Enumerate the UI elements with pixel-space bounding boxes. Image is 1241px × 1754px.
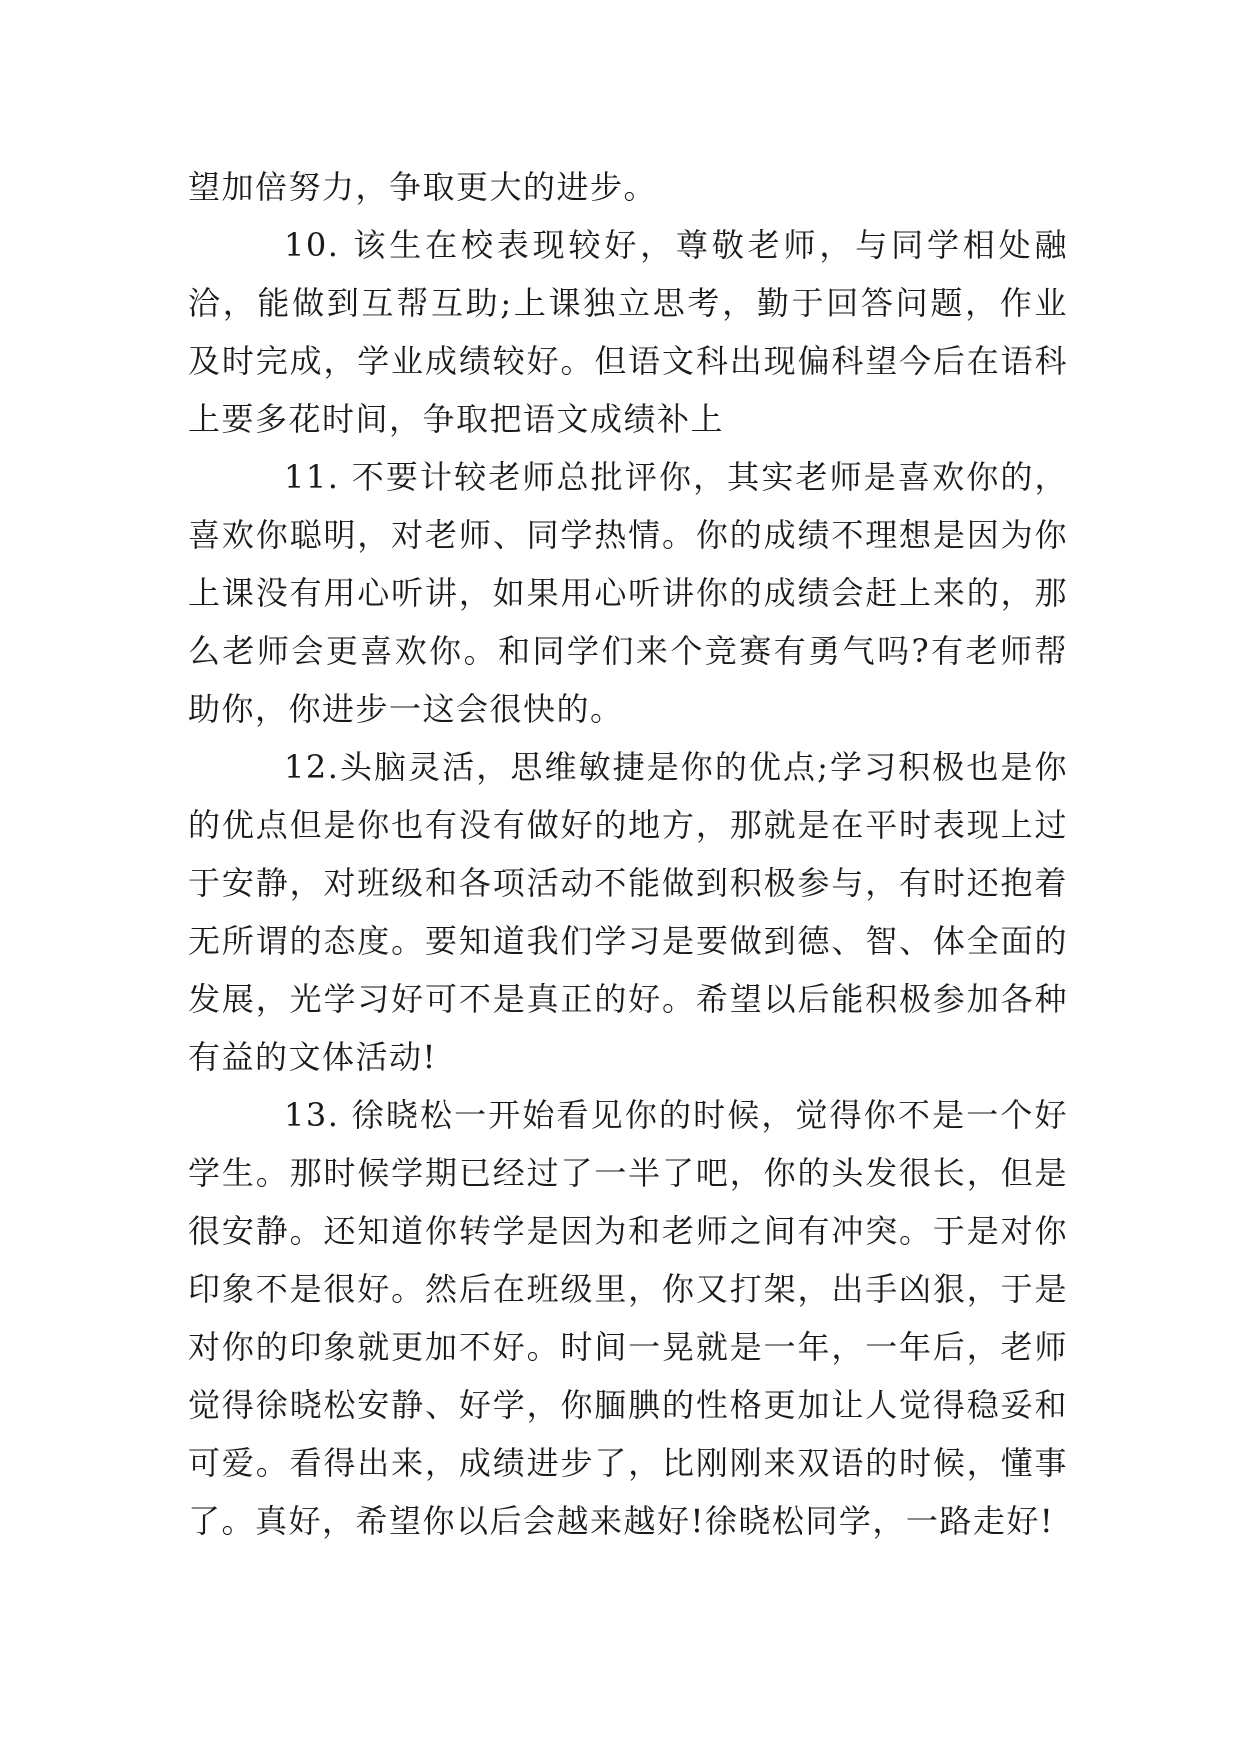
paragraph-item-11: 11. 不要计较老师总批评你，其实老师是喜欢你的，喜欢你聪明，对老师、同学热情。你的成绩不理想是因为你上课没有用心听讲，如果用心听讲你的成绩会赶上来的，那么老师会更喜欢你。和同学们来个竞赛有勇气吗?有老师帮助你，你进步一这会很快的。	[188, 458, 1068, 728]
document-body	[188, 158, 1068, 1550]
paragraph-item-13: 13. 徐晓松一开始看见你的时候，觉得你不是一个好学生。那时候学期已经过了一半了吧，你的头发很长，但是很安静。还知道你转学是因为和老师之间有冲突。于是对你印象不是很好。然后在班级里，你又打架，出手凶狠，于是对你的印象就更加不好。时间一晃就是一年，一年后，老师觉得徐晓松安静、好学，你腼腆的性格更加让人觉得稳妥和可爱。看得出来，成绩进步了，比刚刚来双语的时候，懂事了。真好，希望你以后会越来越好!徐晓松同学，一路走好!	[188, 1096, 1068, 1540]
paragraph-item-10: 10. 该生在校表现较好，尊敬老师，与同学相处融洽，能做到互帮互助;上课独立思考，勤于回答问题，作业及时完成，学业成绩较好。但语文科出现偏科望今后在语科上要多花时间，争取把语文成绩补上	[188, 226, 1068, 438]
paragraph-item-12: 12.头脑灵活，思维敏捷是你的优点;学习积极也是你的优点但是你也有没有做好的地方，那就是在平时表现上过于安静，对班级和各项活动不能做到积极参与，有时还抱着无所谓的态度。要知道我们学习是要做到德、智、体全面的发展，光学习好可不是真正的好。希望以后能积极参加各种有益的文体活动!	[188, 748, 1068, 1076]
paragraph-continuation: 望加倍努力，争取更大的进步。	[188, 168, 658, 206]
